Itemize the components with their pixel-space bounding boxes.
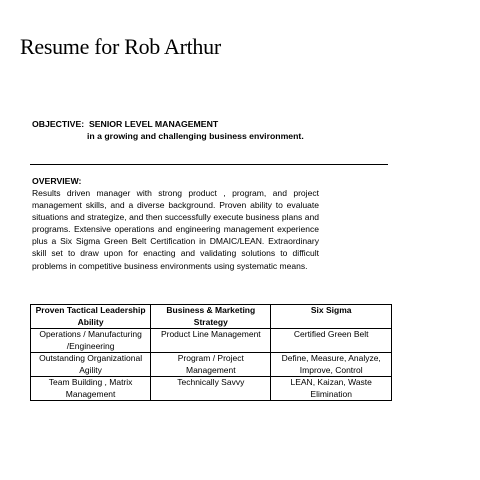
table-header-row bbox=[31, 305, 392, 329]
objective-line-2: in a growing and challenging business environment. bbox=[87, 131, 304, 141]
table-cell: Team Building , Matrix Management bbox=[31, 377, 151, 401]
table-row bbox=[31, 377, 392, 401]
table-cell: Product Line Management bbox=[151, 329, 271, 353]
table-cell: Operations / Manufacturing /Engineering bbox=[31, 329, 151, 353]
page-title: Resume for Rob Arthur bbox=[20, 34, 221, 59]
table-row bbox=[31, 329, 392, 353]
table-header-cell: Business & Marketing Strategy bbox=[151, 305, 271, 329]
objective-line-1: OBJECTIVE: SENIOR LEVEL MANAGEMENT bbox=[32, 119, 219, 129]
table-cell: Outstanding Organizational Agility bbox=[31, 353, 151, 377]
skills-table bbox=[30, 304, 392, 401]
objective-section bbox=[32, 118, 304, 142]
table-header-cell: Proven Tactical Leadership Ability bbox=[31, 305, 151, 329]
table-cell: Define, Measure, Analyze, Improve, Control bbox=[271, 353, 392, 377]
table-header-cell: Six Sigma bbox=[271, 305, 392, 329]
table-row bbox=[31, 353, 392, 377]
table-cell: Program / Project Management bbox=[151, 353, 271, 377]
section-divider bbox=[30, 164, 388, 165]
table-cell: Certified Green Belt bbox=[271, 329, 392, 353]
overview-heading: OVERVIEW: bbox=[32, 176, 82, 186]
overview-paragraph: Results driven manager with strong product , program, and project management skills, and a diverse background. Proven ability to evaluate situations and strategize, and then successfully execute business plans and programs. Extensive operations and engineering management experience plus a Six Sigma Green Belt Certification in DMAIC/LEAN. Extraordinary skill set to draw upon for enacting and validating solutions to difficult problems in competitive business environments using systematic means. bbox=[32, 188, 319, 271]
table-cell: Technically Savvy bbox=[151, 377, 271, 401]
table-cell: LEAN, Kaizan, Waste Elimination bbox=[271, 377, 392, 401]
